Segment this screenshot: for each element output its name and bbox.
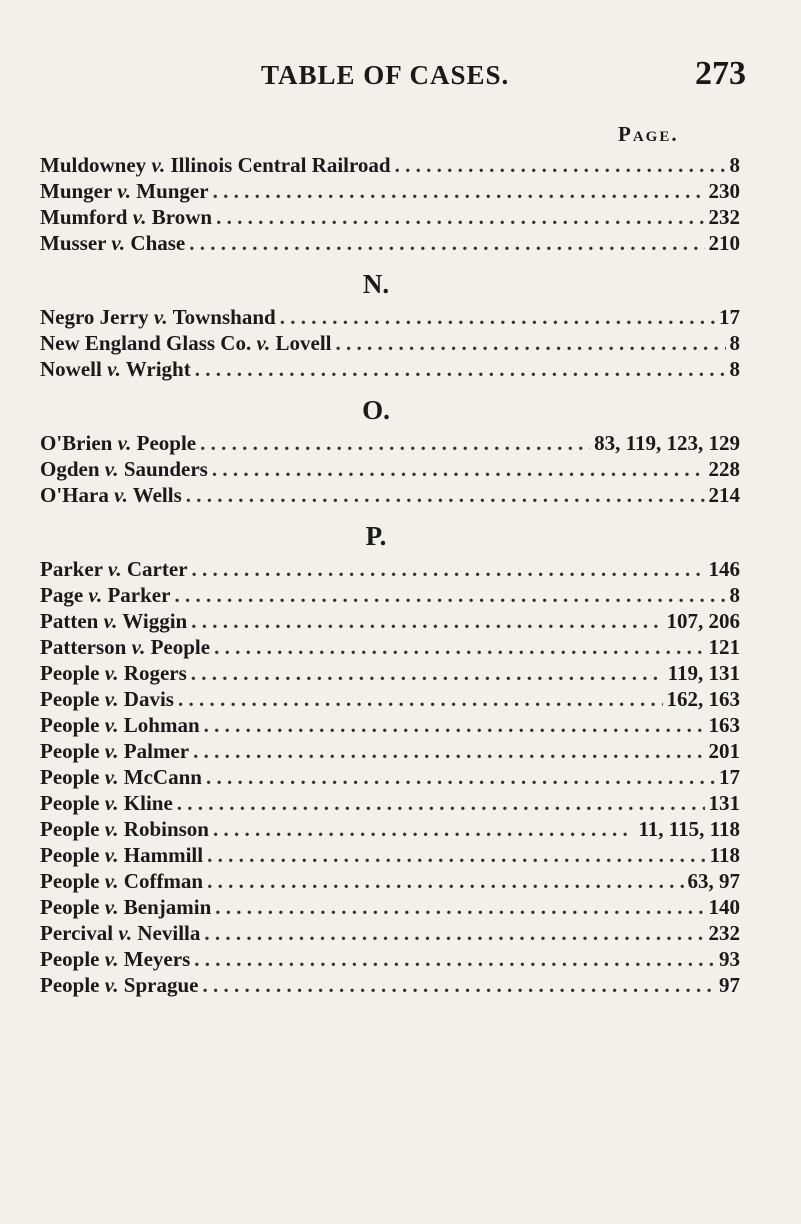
case-name	[40, 738, 189, 764]
page-references: 118	[709, 843, 740, 867]
case-entry	[40, 686, 740, 712]
plaintiff: Negro Jerry	[40, 305, 149, 329]
page-references: 163	[708, 713, 740, 737]
page-references: 228	[708, 457, 740, 481]
leader-dots	[195, 356, 726, 382]
versus: v.	[256, 331, 271, 355]
defendant: Wells	[132, 483, 182, 507]
section-letter: N.	[362, 269, 390, 299]
page-references: 119, 131	[667, 661, 740, 685]
versus: v.	[117, 431, 132, 455]
page-references: 107, 206	[666, 609, 740, 633]
leader-dots	[177, 790, 705, 816]
case-entry	[40, 152, 740, 178]
plaintiff: Nowell	[40, 357, 102, 381]
leader-dots	[206, 764, 715, 790]
defendant: Wiggin	[122, 609, 188, 633]
defendant: Nevilla	[137, 921, 201, 945]
case-name	[40, 660, 187, 686]
plaintiff: People	[40, 713, 100, 737]
plaintiff: People	[40, 765, 100, 789]
leader-dots	[193, 738, 704, 764]
versus: v.	[111, 231, 126, 255]
section-letter: O.	[362, 395, 390, 425]
case-entry	[40, 946, 740, 972]
defendant: Davis	[123, 687, 174, 711]
page-references: 140	[708, 895, 740, 919]
case-entry	[40, 816, 740, 842]
defendant: Parker	[107, 583, 171, 607]
versus: v.	[104, 869, 119, 893]
plaintiff: O'Hara	[40, 483, 109, 507]
defendant: Wright	[125, 357, 191, 381]
case-name	[40, 972, 198, 998]
case-name	[40, 304, 276, 330]
page-references: 162, 163	[666, 687, 740, 711]
case-name	[40, 712, 200, 738]
leader-dots	[336, 330, 726, 356]
case-name	[40, 686, 174, 712]
versus: v.	[104, 843, 119, 867]
case-entry	[40, 304, 740, 330]
case-name	[40, 430, 196, 456]
table-of-cases	[40, 152, 740, 998]
page-header	[0, 55, 801, 100]
plaintiff: People	[40, 739, 100, 763]
plaintiff: Page	[40, 583, 84, 607]
case-entry	[40, 790, 740, 816]
plaintiff: Ogden	[40, 457, 100, 481]
page-number: 273	[695, 55, 746, 92]
plaintiff: People	[40, 791, 100, 815]
case-name	[40, 456, 208, 482]
case-name	[40, 178, 209, 204]
leader-dots	[186, 482, 705, 508]
defendant: Sprague	[123, 973, 199, 997]
versus: v.	[107, 557, 122, 581]
defendant: Munger	[136, 179, 209, 203]
case-name	[40, 634, 210, 660]
page-column-label: Page.	[618, 122, 679, 146]
case-name	[40, 920, 200, 946]
page-references: 11, 115, 118	[638, 817, 740, 841]
plaintiff: People	[40, 895, 100, 919]
case-entry	[40, 178, 740, 204]
versus: v.	[104, 765, 119, 789]
running-title: TABLE OF CASES.	[261, 60, 510, 90]
leader-dots	[200, 430, 590, 456]
defendant: People	[150, 635, 211, 659]
page-references: 131	[708, 791, 740, 815]
case-entry	[40, 842, 740, 868]
case-name	[40, 356, 191, 382]
versus: v.	[104, 713, 119, 737]
plaintiff: Patten	[40, 609, 99, 633]
leader-dots	[202, 972, 715, 998]
versus: v.	[104, 973, 119, 997]
defendant: Brown	[151, 205, 213, 229]
case-name	[40, 608, 187, 634]
plaintiff: People	[40, 947, 100, 971]
section-letter: P.	[365, 521, 387, 551]
defendant: Illinois Central Railroad	[170, 153, 391, 177]
case-entry	[40, 712, 740, 738]
leader-dots	[280, 304, 715, 330]
leader-dots	[213, 816, 634, 842]
leader-dots	[207, 868, 683, 894]
case-entry	[40, 356, 740, 382]
versus: v.	[104, 457, 119, 481]
case-entry	[40, 894, 740, 920]
case-entry	[40, 456, 740, 482]
versus: v.	[104, 791, 119, 815]
plaintiff: People	[40, 687, 100, 711]
defendant: Robinson	[123, 817, 209, 841]
case-name	[40, 868, 203, 894]
leader-dots	[212, 456, 705, 482]
plaintiff: Patterson	[40, 635, 127, 659]
page-references: 8	[729, 331, 740, 355]
leader-dots	[204, 920, 704, 946]
case-entry	[40, 920, 740, 946]
page-references: 8	[729, 357, 740, 381]
defendant: Saunders	[123, 457, 208, 481]
page-references: 232	[708, 205, 740, 229]
versus: v.	[151, 153, 166, 177]
case-entry	[40, 764, 740, 790]
versus: v.	[103, 609, 118, 633]
leader-dots	[214, 634, 704, 660]
case-entry	[40, 634, 740, 660]
defendant: Palmer	[123, 739, 190, 763]
case-name	[40, 204, 212, 230]
leader-dots	[191, 608, 662, 634]
page-references: 201	[708, 739, 740, 763]
leader-dots	[207, 842, 706, 868]
defendant: Lohman	[123, 713, 200, 737]
page-references: 210	[708, 231, 740, 255]
plaintiff: Munger	[40, 179, 112, 203]
defendant: Townshand	[172, 305, 276, 329]
versus: v.	[104, 661, 119, 685]
case-name	[40, 330, 332, 356]
case-entry	[40, 430, 740, 456]
case-entry	[40, 230, 740, 256]
case-entry	[40, 972, 740, 998]
defendant: Benjamin	[123, 895, 212, 919]
page-references: 230	[708, 179, 740, 203]
page-references: 63, 97	[687, 869, 740, 893]
versus: v.	[88, 583, 103, 607]
defendant: Meyers	[123, 947, 191, 971]
versus: v.	[118, 921, 133, 945]
plaintiff: New England Glass Co.	[40, 331, 252, 355]
defendant: Kline	[123, 791, 173, 815]
leader-dots	[189, 230, 704, 256]
case-name	[40, 946, 190, 972]
plaintiff: Parker	[40, 557, 103, 581]
plaintiff: Mumford	[40, 205, 128, 229]
defendant: McCann	[123, 765, 202, 789]
page-references: 214	[708, 483, 740, 507]
plaintiff: People	[40, 869, 100, 893]
defendant: Rogers	[123, 661, 187, 685]
defendant: Carter	[126, 557, 188, 581]
case-entry	[40, 608, 740, 634]
plaintiff: O'Brien	[40, 431, 113, 455]
leader-dots	[194, 946, 715, 972]
leader-dots	[192, 556, 705, 582]
page-references: 146	[708, 557, 740, 581]
versus: v.	[131, 635, 146, 659]
plaintiff: People	[40, 973, 100, 997]
leader-dots	[178, 686, 663, 712]
leader-dots	[213, 178, 705, 204]
leader-dots	[204, 712, 705, 738]
case-name	[40, 582, 170, 608]
leader-dots	[216, 204, 704, 230]
case-entry	[40, 204, 740, 230]
page-references: 232	[708, 921, 740, 945]
case-entry	[40, 482, 740, 508]
case-entry	[40, 556, 740, 582]
defendant: Hammill	[123, 843, 204, 867]
versus: v.	[104, 817, 119, 841]
case-entry	[40, 660, 740, 686]
case-entry	[40, 582, 740, 608]
case-name	[40, 764, 202, 790]
versus: v.	[117, 179, 131, 203]
plaintiff: People	[40, 817, 100, 841]
leader-dots	[215, 894, 704, 920]
case-entry	[40, 868, 740, 894]
case-entry	[40, 738, 740, 764]
page-references: 121	[708, 635, 740, 659]
versus: v.	[104, 739, 119, 763]
page-references: 17	[719, 765, 740, 789]
case-name	[40, 842, 203, 868]
defendant: Chase	[130, 231, 186, 255]
defendant: Lovell	[275, 331, 332, 355]
defendant: People	[136, 431, 197, 455]
versus: v.	[104, 895, 119, 919]
page-references: 83, 119, 123, 129	[594, 431, 740, 455]
versus: v.	[153, 305, 168, 329]
versus: v.	[114, 483, 128, 507]
case-name	[40, 894, 211, 920]
plaintiff: People	[40, 843, 100, 867]
case-name	[40, 482, 182, 508]
versus: v.	[132, 205, 147, 229]
page-references: 97	[719, 973, 740, 997]
plaintiff: Musser	[40, 231, 107, 255]
plaintiff: People	[40, 661, 100, 685]
case-name	[40, 790, 173, 816]
versus: v.	[104, 687, 119, 711]
leader-dots	[395, 152, 726, 178]
page-references: 8	[729, 153, 740, 177]
case-name	[40, 152, 391, 178]
leader-dots	[174, 582, 725, 608]
versus: v.	[104, 947, 119, 971]
page-references: 17	[719, 305, 740, 329]
plaintiff: Muldowney	[40, 153, 147, 177]
case-name	[40, 556, 188, 582]
page-references: 93	[719, 947, 740, 971]
plaintiff: Percival	[40, 921, 114, 945]
versus: v.	[107, 357, 121, 381]
case-name	[40, 230, 185, 256]
leader-dots	[191, 660, 664, 686]
defendant: Coffman	[123, 869, 204, 893]
page-references: 8	[729, 583, 740, 607]
case-entry	[40, 330, 740, 356]
case-name	[40, 816, 209, 842]
